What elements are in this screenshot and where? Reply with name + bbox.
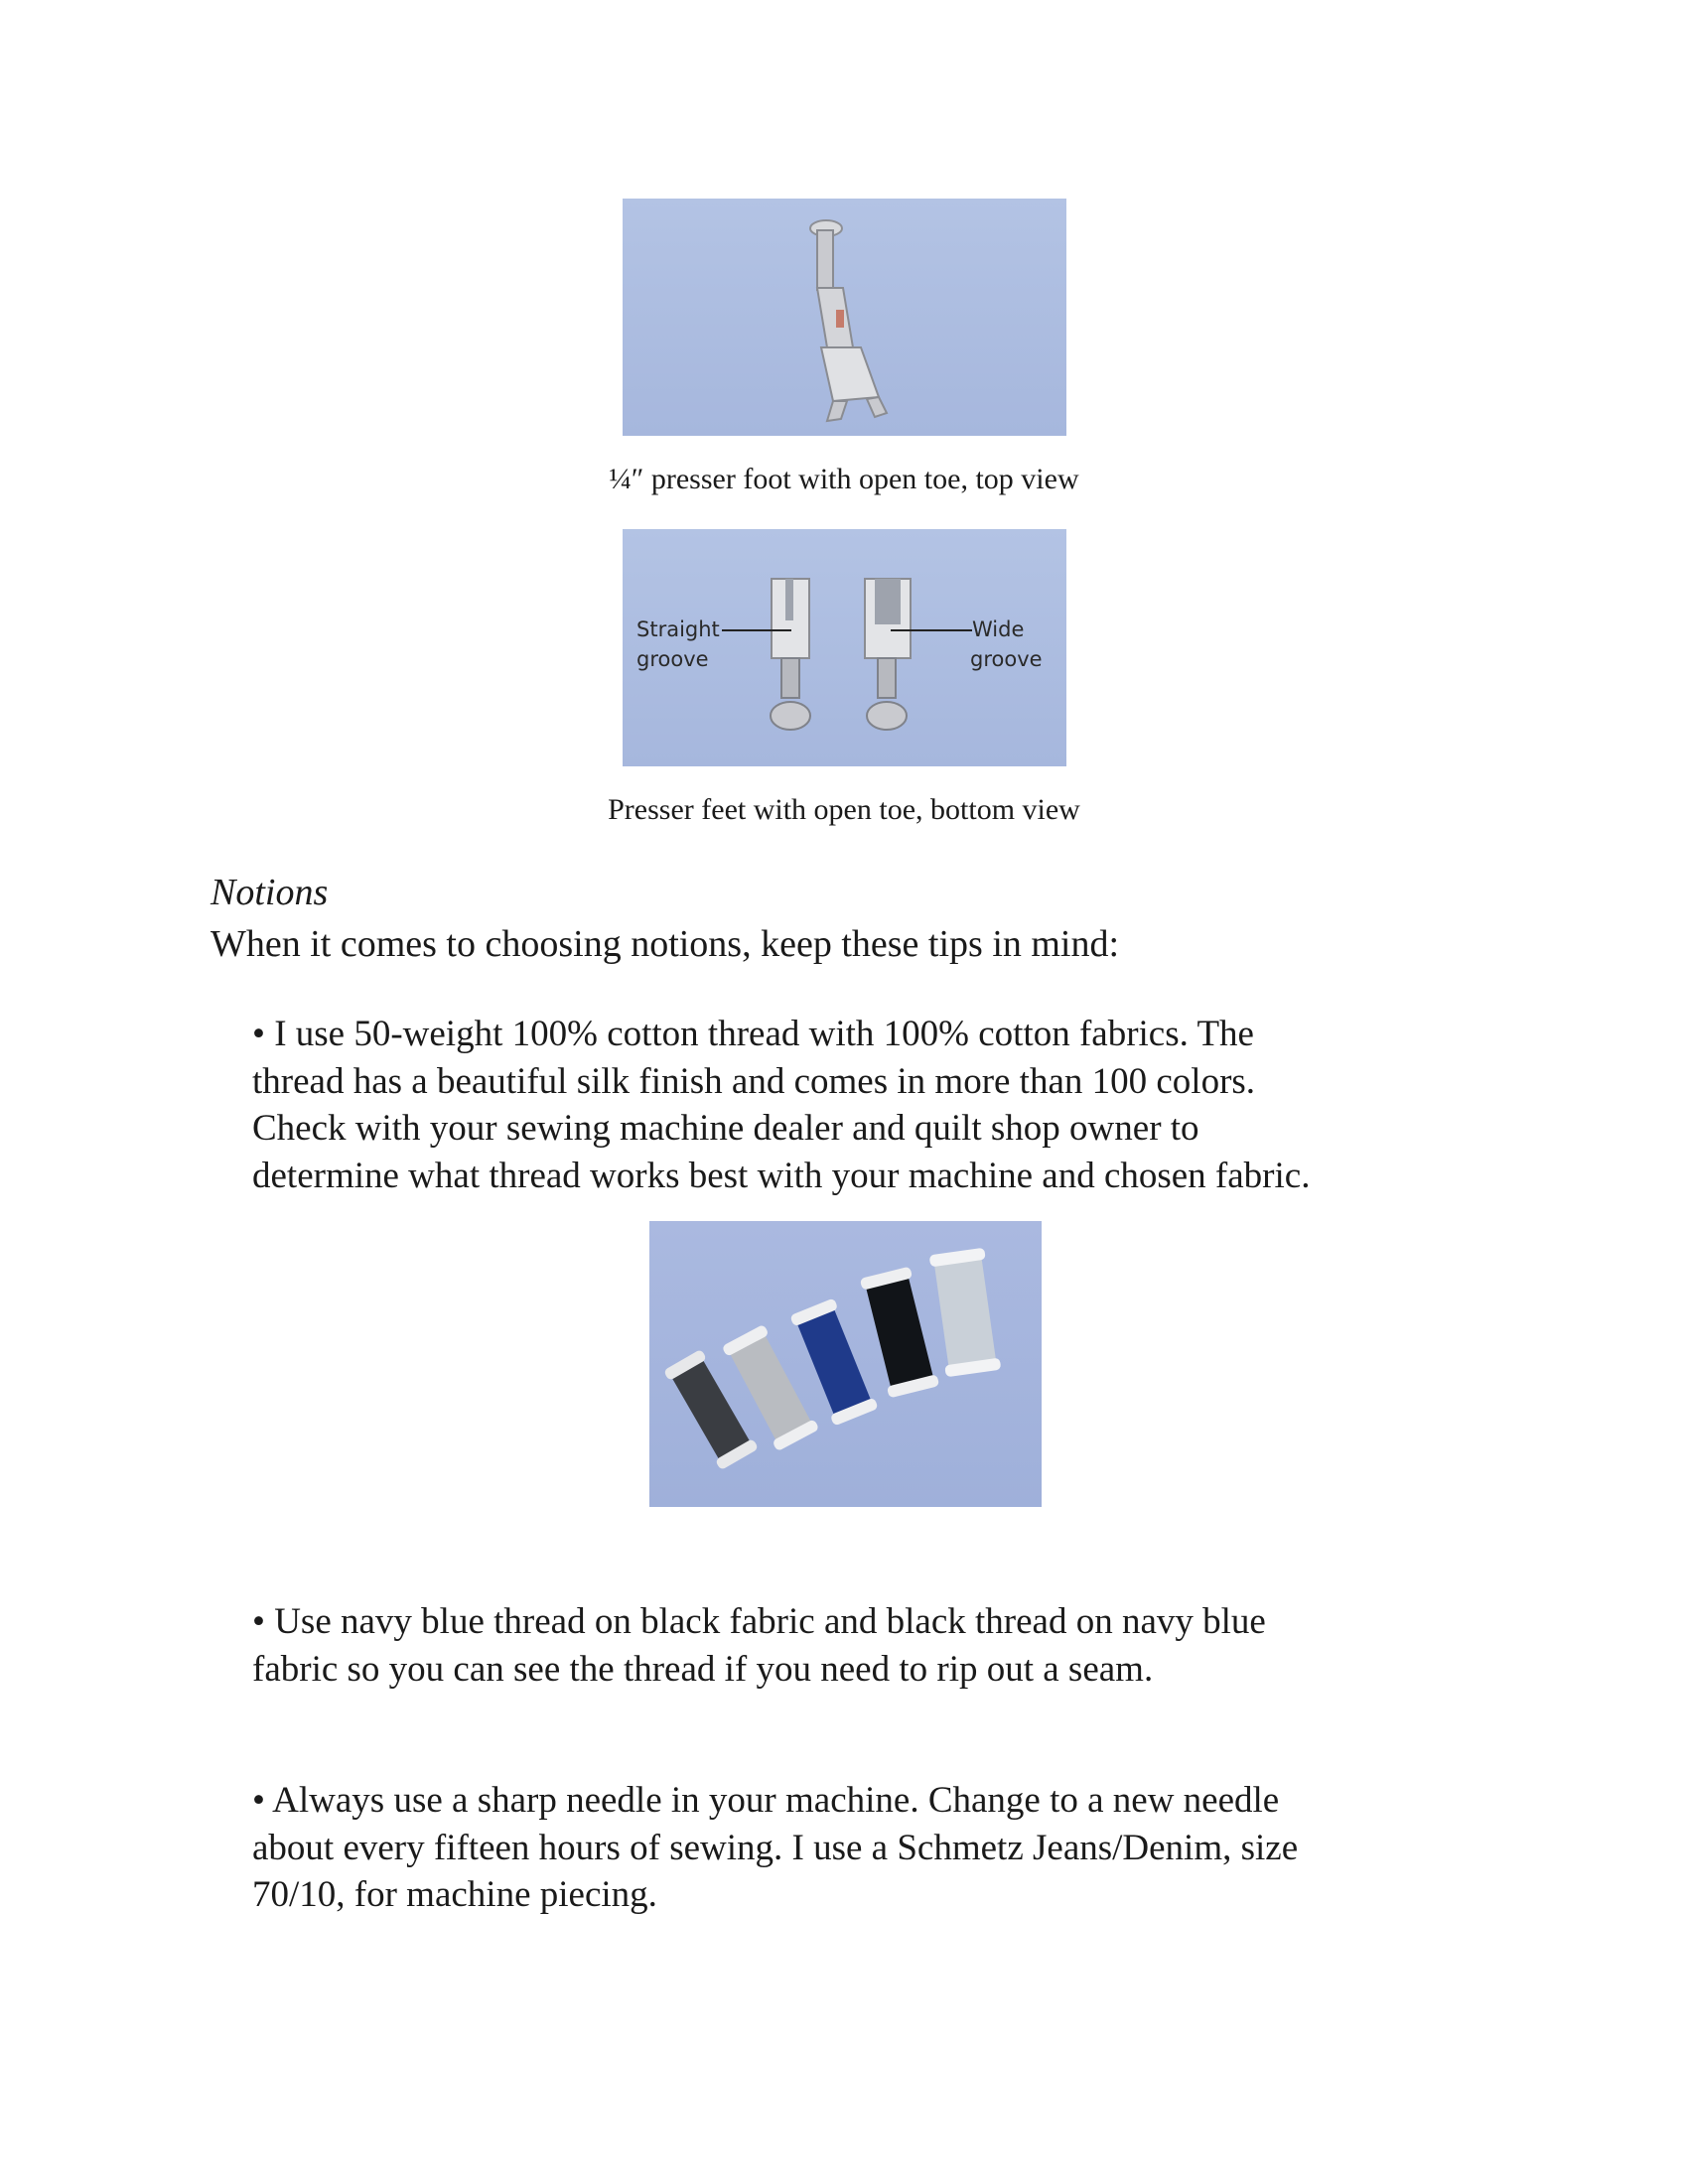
label-wide-groove: groove xyxy=(970,647,1043,671)
tip-line: • I use 50-weight 100% cotton thread with 100% cotton fabrics. The xyxy=(252,1014,1254,1054)
tip-line: fabric so you can see the thread if you need to rip out a seam. xyxy=(252,1648,1154,1690)
wide-groove-foot xyxy=(865,579,911,730)
tip-line: • Use navy blue thread on black fabric and black thread on navy blue xyxy=(252,1601,1266,1642)
tip-line: about every fifteen hours of sewing. I use a Schmetz Jeans/Denim, size xyxy=(252,1827,1299,1868)
tip-line: 70/10, for machine piecing. xyxy=(252,1874,657,1915)
straight-groove-foot xyxy=(771,579,810,730)
presser-feet-bottom-view-photo xyxy=(623,529,1066,766)
section-intro: When it comes to choosing notions, keep these tips in mind: xyxy=(211,923,1120,965)
section-heading-notions: Notions xyxy=(211,872,329,913)
tip-thread-color xyxy=(252,1598,1503,1693)
label-wide: Wide xyxy=(972,617,1025,641)
tip-line: Check with your sewing machine dealer and quilt shop owner to xyxy=(252,1108,1199,1149)
tip-line: determine what thread works best with your machine and chosen fabric. xyxy=(252,1155,1311,1196)
tip-line: thread has a beautiful silk finish and comes in more than 100 colors. xyxy=(252,1060,1256,1102)
figure-caption-bottom-view: Presser feet with open toe, bottom view xyxy=(608,793,1080,826)
presser-foot-top-view-photo xyxy=(623,199,1066,436)
thread-spools-photo xyxy=(649,1221,1042,1507)
spool-black xyxy=(860,1267,939,1399)
label-straight: Straight xyxy=(636,617,720,641)
tip-sharp-needle xyxy=(252,1777,1503,1919)
presser-feet-illustration xyxy=(623,529,1066,766)
spool-pale-gray xyxy=(929,1248,1002,1378)
tip-line: • Always use a sharp needle in your machine. Change to a new needle xyxy=(252,1780,1280,1821)
presser-foot-illustration xyxy=(623,199,1066,436)
thread-spools-illustration xyxy=(649,1221,1042,1507)
tip-thread-weight xyxy=(252,1011,1503,1199)
figure-caption-top-view: ¼″ presser foot with open toe, top view xyxy=(609,463,1079,495)
label-straight-groove: groove xyxy=(636,647,709,671)
